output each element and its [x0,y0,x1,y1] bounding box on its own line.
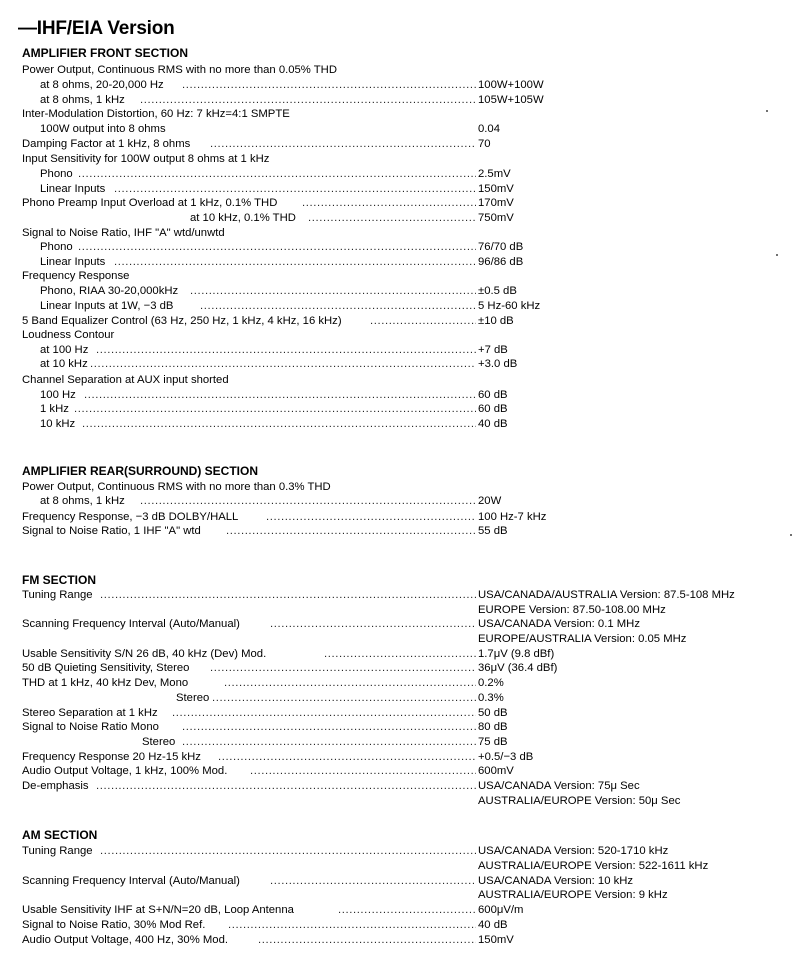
spec-label: Signal to Noise Ratio, IHF "A" wtd/unwtd [22,227,225,239]
spec-label: at 8 ohms, 1 kHz [40,495,125,507]
leader-dots [224,676,476,691]
spec-value: 50 dB [478,707,508,719]
spec-value: 70 [478,138,491,150]
leader-dots [302,196,476,211]
spec-value: AUSTRALIA/EUROPE Version: 50μ Sec [478,795,681,807]
scan-speck [790,534,792,536]
spec-value: USA/CANADA Version: 10 kHz [478,875,634,887]
leader-dots [82,417,476,432]
leader-dots [226,524,476,539]
spec-label: at 100 Hz [40,344,89,356]
spec-label: Phono [40,168,73,180]
spec-label: Input Sensitivity for 100W output 8 ohms at 1 kHz [22,153,270,165]
spec-value: 40 dB [478,919,508,931]
spec-value: 0.2% [478,677,504,689]
spec-label: Frequency Response [22,270,130,282]
spec-value: 2.5mV [478,168,511,180]
spec-label: at 8 ohms, 20-20,000 Hz [40,79,164,91]
leader-dots [182,720,476,735]
spec-value: 36μV (36.4 dBf) [478,662,558,674]
leader-dots [114,182,476,197]
spec-value: 5 Hz-60 kHz [478,300,541,312]
spec-label: Frequency Response, −3 dB DOLBY/HALL [22,511,239,523]
leader-dots [100,844,476,859]
spec-value: 60 dB [478,389,508,401]
spec-label: 1 kHz [40,403,69,415]
leader-dots [212,691,476,706]
spec-value: 1.7μV (9.8 dBf) [478,648,555,660]
spec-value: 170mV [478,197,514,209]
leader-dots [324,647,476,662]
spec-label: Power Output, Continuous RMS with no more than 0.3% THD [22,481,331,493]
spec-label: Loudness Contour [22,329,115,341]
leader-dots [338,903,476,918]
spec-label: Signal to Noise Ratio, 1 IHF "A" wtd [22,525,201,537]
spec-label: 5 Band Equalizer Control (63 Hz, 250 Hz, 1 kHz, 4 kHz, 16 kHz) [22,315,342,327]
spec-label: Power Output, Continuous RMS with no more than 0.05% THD [22,64,337,76]
spec-label: 50 dB Quieting Sensitivity, Stereo [22,662,190,674]
leader-dots [96,779,476,794]
spec-label: THD at 1 kHz, 40 kHz Dev, Mono [22,677,189,689]
leader-dots [78,167,476,182]
spec-label: Damping Factor at 1 kHz, 8 ohms [22,138,191,150]
spec-label: Frequency Response 20 Hz-15 kHz [22,751,201,763]
scan-speck [766,110,768,112]
spec-label: Scanning Frequency Interval (Auto/Manual) [22,875,240,887]
spec-label: Stereo Separation at 1 kHz [22,707,158,719]
spec-label: Signal to Noise Ratio, 30% Mod Ref. [22,919,206,931]
amp-front-heading: AMPLIFIER FRONT SECTION [22,46,188,60]
spec-label: 100 Hz [40,389,76,401]
leader-dots [266,510,476,525]
spec-value: +7 dB [478,344,508,356]
leader-dots [210,137,476,152]
spec-value: 0.3% [478,692,504,704]
spec-value: +0.5/−3 dB [478,751,534,763]
spec-label: Channel Separation at AUX input shorted [22,374,229,386]
spec-value: 600μV/m [478,904,524,916]
scan-speck [776,254,778,256]
spec-value: 600mV [478,765,514,777]
leader-dots [140,93,476,108]
fm-heading: FM SECTION [22,573,96,587]
spec-label: Linear Inputs at 1W, −3 dB [40,300,174,312]
spec-value: 80 dB [478,721,508,733]
spec-value: 0.04 [478,123,500,135]
leader-dots [308,211,476,226]
spec-label: Phono [40,241,73,253]
leader-dots [78,240,476,255]
spec-label: Tuning Range [22,845,93,857]
spec-value: 20W [478,495,502,507]
spec-value: ±10 dB [478,315,514,327]
amp-rear-heading: AMPLIFIER REAR(SURROUND) SECTION [22,464,258,478]
leader-dots [74,402,476,417]
spec-value: USA/CANADA Version: 520-1710 kHz [478,845,669,857]
leader-dots [200,299,476,314]
spec-label: Usable Sensitivity S/N 26 dB, 40 kHz (Dev) Mod. [22,648,267,660]
leader-dots [270,617,476,632]
leader-dots [250,764,476,779]
spec-label: Audio Output Voltage, 1 kHz, 100% Mod. [22,765,228,777]
spec-label: at 10 kHz, 0.1% THD [190,212,296,224]
spec-value: 150mV [478,183,514,195]
spec-label: Phono Preamp Input Overload at 1 kHz, 0.1% THD [22,197,278,209]
leader-dots [182,78,476,93]
spec-value: 76/70 dB [478,241,524,253]
leader-dots [140,494,476,509]
spec-label: Stereo [176,692,210,704]
spec-value: 55 dB [478,525,508,537]
spec-label: Linear Inputs [40,183,106,195]
leader-dots [228,918,476,933]
spec-label: Inter-Modulation Distortion, 60 Hz: 7 kHz=4:1 SMPTE [22,108,290,120]
spec-label: Usable Sensitivity IHF at S+N/N=20 dB, Loop Antenna [22,904,294,916]
spec-label: Phono, RIAA 30-20,000kHz [40,285,179,297]
spec-value: USA/CANADA Version: 75μ Sec [478,780,640,792]
leader-dots [90,357,476,372]
spec-value: USA/CANADA Version: 0.1 MHz [478,618,640,630]
spec-label: at 8 ohms, 1 kHz [40,94,125,106]
spec-label: Scanning Frequency Interval (Auto/Manual) [22,618,240,630]
leader-dots [100,588,476,603]
leader-dots [84,388,476,403]
spec-label: at 10 kHz [40,358,88,370]
page-title: —IHF/EIA Version [18,18,175,39]
spec-value: 96/86 dB [478,256,524,268]
leader-dots [218,750,476,765]
spec-value: 100W+100W [478,79,544,91]
spec-value: 75 dB [478,736,508,748]
spec-label: Stereo [142,736,176,748]
spec-value: +3.0 dB [478,358,518,370]
leader-dots [182,735,476,750]
leader-dots [190,284,476,299]
spec-label: Audio Output Voltage, 400 Hz, 30% Mod. [22,934,228,946]
spec-label: 10 kHz [40,418,76,430]
leader-dots [270,874,476,889]
spec-label: 100W output into 8 ohms [40,123,166,135]
spec-value: 60 dB [478,403,508,415]
leader-dots [210,661,476,676]
spec-value: 40 dB [478,418,508,430]
spec-value: 100 Hz-7 kHz [478,511,547,523]
spec-label: Linear Inputs [40,256,106,268]
leader-dots [258,933,476,948]
leader-dots [96,343,476,358]
spec-value: 105W+105W [478,94,544,106]
spec-value: AUSTRALIA/EUROPE Version: 9 kHz [478,889,668,901]
spec-value: 150mV [478,934,514,946]
leader-dots [114,255,476,270]
spec-value: AUSTRALIA/EUROPE Version: 522-1611 kHz [478,860,709,872]
spec-value: USA/CANADA/AUSTRALIA Version: 87.5-108 MHz [478,589,735,601]
spec-value: 750mV [478,212,514,224]
spec-value: EUROPE Version: 87.50-108.00 MHz [478,604,666,616]
spec-value: EUROPE/AUSTRALIA Version: 0.05 MHz [478,633,687,645]
spec-label: Signal to Noise Ratio Mono [22,721,159,733]
spec-label: Tuning Range [22,589,93,601]
spec-value: ±0.5 dB [478,285,517,297]
leader-dots [172,706,476,721]
am-heading: AM SECTION [22,828,98,842]
spec-label: De-emphasis [22,780,89,792]
leader-dots [370,314,476,329]
